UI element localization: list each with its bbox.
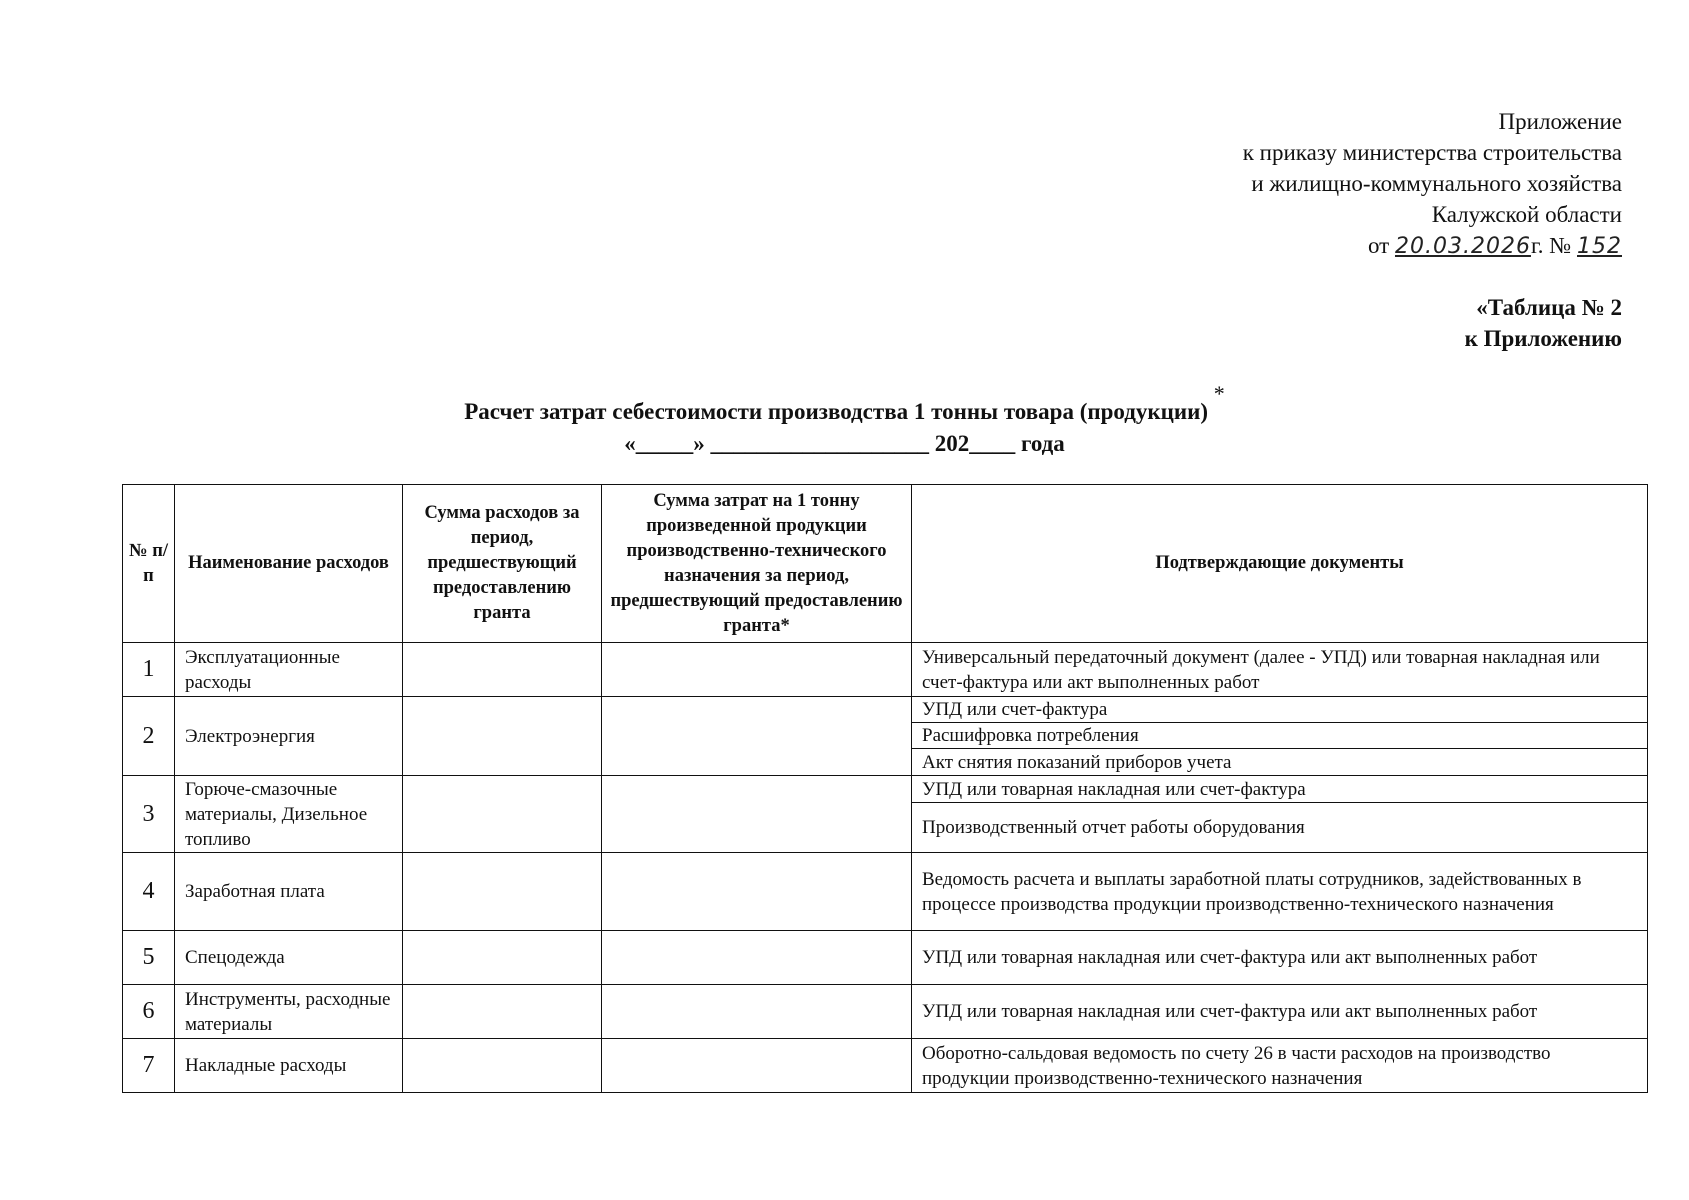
sum-period-cell[interactable]: [403, 1039, 602, 1093]
table-annex-label: [1465, 292, 1622, 354]
document-cell: Оборотно-сальдовая ведомость по счету 26 в части расходов на производство продукции производственно-технического назначения: [912, 1039, 1648, 1093]
sum-ton-cell[interactable]: [602, 697, 912, 776]
sum-period-cell[interactable]: [403, 853, 602, 931]
appendix-line: к приказу министерства строительства: [1242, 140, 1622, 165]
document-cell: Производственный отчет работы оборудования: [912, 803, 1648, 853]
row-number: 6: [123, 985, 175, 1039]
document-cell: Ведомость расчета и выплаты заработной платы сотрудников, задействованных в процессе производства продукции производственно-технического назначения: [912, 853, 1648, 931]
document-cell: Акт снятия показаний приборов учета: [912, 749, 1648, 776]
sum-period-cell[interactable]: [403, 776, 602, 853]
header-docs: Подтверждающие документы: [912, 485, 1648, 643]
title-text: Расчет затрат себестоимости производства 1 тонны товара (продукции): [464, 399, 1209, 424]
cost-table: [122, 484, 1648, 1093]
row-number: 7: [123, 1039, 175, 1093]
annex-line: к Приложению: [1464, 326, 1622, 351]
document-cell: УПД или счет-фактура: [912, 697, 1648, 723]
appendix-line: Калужской области: [1431, 202, 1622, 227]
table-row: [123, 985, 1648, 1039]
date-prefix: от: [1367, 233, 1390, 258]
table-row: [123, 1039, 1648, 1093]
header-sum-period: Сумма расходов за период, предшествующий предоставлению гранта: [403, 485, 602, 643]
row-number: 2: [123, 697, 175, 776]
sum-ton-cell[interactable]: [602, 931, 912, 985]
table-row: [123, 776, 1648, 803]
sum-ton-cell[interactable]: [602, 643, 912, 697]
table-row: [123, 697, 1648, 723]
expense-name: Эксплуатационные расходы: [175, 643, 403, 697]
document-cell: Универсальный передаточный документ (далее - УПД) или товарная накладная или счет-фактура или акт выполненных работ: [912, 643, 1648, 697]
expense-name: Заработная плата: [175, 853, 403, 931]
document-cell: УПД или товарная накладная или счет-фактура или акт выполненных работ: [912, 931, 1648, 985]
table-row: [123, 853, 1648, 931]
appendix-line: Приложение: [1498, 109, 1622, 134]
header-num: № п/п: [123, 485, 175, 643]
sum-period-cell[interactable]: [403, 931, 602, 985]
row-number: 4: [123, 853, 175, 931]
appendix-header: [1243, 106, 1622, 262]
sum-ton-cell[interactable]: [602, 776, 912, 853]
appendix-line: и жилищно-коммунального хозяйства: [1251, 171, 1622, 196]
expense-name: Электроэнергия: [175, 697, 403, 776]
sum-ton-cell[interactable]: [602, 853, 912, 931]
number-prefix: г. №: [1530, 233, 1572, 258]
document-cell: УПД или товарная накладная или счет-фактура: [912, 776, 1648, 803]
expense-name: Накладные расходы: [175, 1039, 403, 1093]
row-number: 3: [123, 776, 175, 853]
row-number: 5: [123, 931, 175, 985]
sum-ton-cell[interactable]: [602, 1039, 912, 1093]
sum-period-cell[interactable]: [403, 985, 602, 1039]
handwritten-number: 152: [1577, 234, 1622, 259]
expense-name: Инструменты, расходные материалы: [175, 985, 403, 1039]
sum-period-cell[interactable]: [403, 697, 602, 776]
annex-line: «Таблица № 2: [1476, 295, 1622, 320]
expense-name: Горюче-смазочные материалы, Дизельное топливо: [175, 776, 403, 853]
handwritten-date: 20.03.2026: [1394, 234, 1531, 259]
table-header-row: [123, 485, 1648, 643]
document-title: [0, 381, 1689, 460]
table-row: [123, 931, 1648, 985]
sum-period-cell[interactable]: [403, 643, 602, 697]
title-date-line: «_____» ___________________ 202____ года: [624, 431, 1065, 456]
expense-name: Спецодежда: [175, 931, 403, 985]
header-sum-ton: Сумма затрат на 1 тонну произведенной продукции производственно-технического назначения за период, предшествующий предоставлению гранта*: [602, 485, 912, 643]
table-row: [123, 643, 1648, 697]
order-date-line: [1243, 230, 1622, 262]
document-cell: Расшифровка потребления: [912, 723, 1648, 749]
row-number: 1: [123, 643, 175, 697]
document-cell: УПД или товарная накладная или счет-фактура или акт выполненных работ: [912, 985, 1648, 1039]
header-name: Наименование расходов: [175, 485, 403, 643]
sum-ton-cell[interactable]: [602, 985, 912, 1039]
title-line-1: [0, 381, 1689, 428]
title-asterisk: *: [1213, 381, 1225, 406]
